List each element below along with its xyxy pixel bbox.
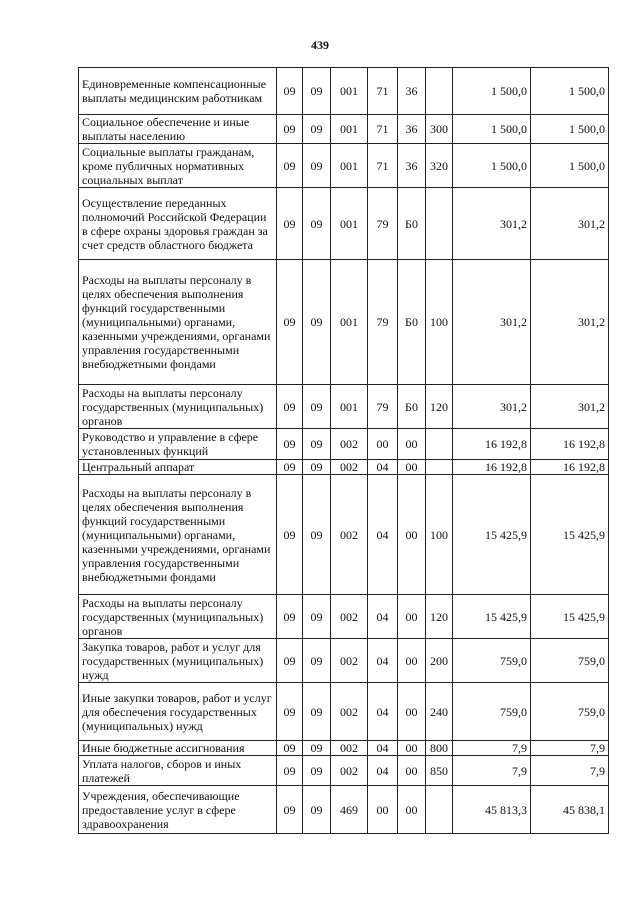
row-name: Расходы на выплаты персоналу государственных (муниципальных) органов [79, 595, 277, 639]
program-code: 001 [331, 115, 368, 144]
table-row [79, 188, 609, 260]
amount-year-2: 16 192,8 [531, 429, 609, 460]
expense-type-code: 320 [426, 144, 453, 188]
row-name: Социальные выплаты гражданам, кроме публичных нормативных социальных выплат [79, 144, 277, 188]
amount-year-1: 1 500,0 [453, 144, 531, 188]
target-code: 36 [398, 144, 426, 188]
row-name: Осуществление переданных полномочий Российской Федерации в сфере охраны здоровья граждан за счет средств областного бюджета [79, 188, 277, 260]
expense-type-code [426, 68, 453, 115]
expense-type-code: 120 [426, 385, 453, 429]
table-row [79, 260, 609, 385]
amount-year-1: 301,2 [453, 385, 531, 429]
program-code: 002 [331, 460, 368, 475]
expense-type-code: 800 [426, 741, 453, 756]
expense-type-code: 200 [426, 639, 453, 683]
amount-year-1: 1 500,0 [453, 68, 531, 115]
expense-type-code: 100 [426, 260, 453, 385]
program-code: 001 [331, 188, 368, 260]
amount-year-2: 15 425,9 [531, 475, 609, 595]
subprogram-code: 04 [368, 595, 398, 639]
amount-year-1: 15 425,9 [453, 475, 531, 595]
amount-year-2: 759,0 [531, 683, 609, 741]
target-code: 00 [398, 786, 426, 834]
target-code: 36 [398, 68, 426, 115]
subsection-code: 09 [303, 188, 331, 260]
section-code: 09 [277, 460, 303, 475]
target-code: 36 [398, 115, 426, 144]
amount-year-1: 301,2 [453, 188, 531, 260]
amount-year-2: 16 192,8 [531, 460, 609, 475]
target-code: Б0 [398, 385, 426, 429]
target-code: Б0 [398, 188, 426, 260]
amount-year-2: 301,2 [531, 188, 609, 260]
amount-year-1: 1 500,0 [453, 115, 531, 144]
subprogram-code: 04 [368, 460, 398, 475]
section-code: 09 [277, 115, 303, 144]
amount-year-2: 1 500,0 [531, 144, 609, 188]
section-code: 09 [277, 385, 303, 429]
amount-year-2: 759,0 [531, 639, 609, 683]
subsection-code: 09 [303, 639, 331, 683]
amount-year-2: 7,9 [531, 756, 609, 786]
row-name: Расходы на выплаты персоналу государственных (муниципальных) органов [79, 385, 277, 429]
expense-type-code: 240 [426, 683, 453, 741]
subsection-code: 09 [303, 260, 331, 385]
row-name: Расходы на выплаты персоналу в целях обеспечения выполнения функций государственными (муниципальными) органами, казенными учреждениями, органами управления государственными внебюджетными фондами [79, 260, 277, 385]
row-name: Закупка товаров, работ и услуг для государственных (муниципальных) нужд [79, 639, 277, 683]
row-name: Учреждения, обеспечивающие предоставление услуг в сфере здравоохранения [79, 786, 277, 834]
subprogram-code: 71 [368, 115, 398, 144]
table-row [79, 475, 609, 595]
program-code: 002 [331, 595, 368, 639]
subprogram-code: 00 [368, 786, 398, 834]
target-code: Б0 [398, 260, 426, 385]
expense-type-code [426, 786, 453, 834]
table-row [79, 115, 609, 144]
table-row [79, 639, 609, 683]
expense-type-code: 300 [426, 115, 453, 144]
subsection-code: 09 [303, 595, 331, 639]
amount-year-2: 1 500,0 [531, 68, 609, 115]
target-code: 00 [398, 639, 426, 683]
subprogram-code: 04 [368, 475, 398, 595]
expense-type-code: 120 [426, 595, 453, 639]
amount-year-2: 301,2 [531, 385, 609, 429]
target-code: 00 [398, 756, 426, 786]
table-row [79, 741, 609, 756]
section-code: 09 [277, 683, 303, 741]
amount-year-1: 759,0 [453, 683, 531, 741]
table-row [79, 68, 609, 115]
target-code: 00 [398, 429, 426, 460]
subprogram-code: 04 [368, 639, 398, 683]
table-row [79, 429, 609, 460]
amount-year-2: 45 838,1 [531, 786, 609, 834]
subsection-code: 09 [303, 786, 331, 834]
amount-year-1: 759,0 [453, 639, 531, 683]
program-code: 002 [331, 756, 368, 786]
amount-year-2: 7,9 [531, 741, 609, 756]
subprogram-code: 04 [368, 756, 398, 786]
expense-type-code: 850 [426, 756, 453, 786]
program-code: 001 [331, 68, 368, 115]
row-name: Руководство и управление в сфере установленных функций [79, 429, 277, 460]
subprogram-code: 71 [368, 68, 398, 115]
section-code: 09 [277, 429, 303, 460]
amount-year-2: 1 500,0 [531, 115, 609, 144]
program-code: 002 [331, 475, 368, 595]
amount-year-1: 15 425,9 [453, 595, 531, 639]
subprogram-code: 79 [368, 385, 398, 429]
section-code: 09 [277, 68, 303, 115]
expense-type-code [426, 429, 453, 460]
subprogram-code: 71 [368, 144, 398, 188]
target-code: 00 [398, 683, 426, 741]
target-code: 00 [398, 595, 426, 639]
subsection-code: 09 [303, 115, 331, 144]
program-code: 002 [331, 683, 368, 741]
row-name: Единовременные компенсационные выплаты медицинским работникам [79, 68, 277, 115]
program-code: 001 [331, 144, 368, 188]
section-code: 09 [277, 188, 303, 260]
expense-type-code [426, 460, 453, 475]
section-code: 09 [277, 475, 303, 595]
table-row [79, 595, 609, 639]
table-row [79, 756, 609, 786]
amount-year-1: 16 192,8 [453, 429, 531, 460]
section-code: 09 [277, 741, 303, 756]
table-row [79, 683, 609, 741]
target-code: 00 [398, 741, 426, 756]
subprogram-code: 04 [368, 741, 398, 756]
amount-year-1: 301,2 [453, 260, 531, 385]
amount-year-1: 16 192,8 [453, 460, 531, 475]
program-code: 001 [331, 385, 368, 429]
section-code: 09 [277, 639, 303, 683]
section-code: 09 [277, 260, 303, 385]
target-code: 00 [398, 460, 426, 475]
subprogram-code: 04 [368, 683, 398, 741]
subsection-code: 09 [303, 144, 331, 188]
program-code: 002 [331, 741, 368, 756]
row-name: Уплата налогов, сборов и иных платежей [79, 756, 277, 786]
page-number: 439 [311, 38, 329, 52]
program-code: 002 [331, 639, 368, 683]
amount-year-1: 7,9 [453, 741, 531, 756]
expense-type-code: 100 [426, 475, 453, 595]
subsection-code: 09 [303, 385, 331, 429]
subsection-code: 09 [303, 429, 331, 460]
amount-year-2: 15 425,9 [531, 595, 609, 639]
subsection-code: 09 [303, 741, 331, 756]
section-code: 09 [277, 595, 303, 639]
subprogram-code: 00 [368, 429, 398, 460]
row-name: Иные закупки товаров, работ и услуг для обеспечения государственных (муниципальных) нужд [79, 683, 277, 741]
subsection-code: 09 [303, 68, 331, 115]
subsection-code: 09 [303, 475, 331, 595]
subprogram-code: 79 [368, 188, 398, 260]
row-name: Социальное обеспечение и иные выплаты населению [79, 115, 277, 144]
program-code: 001 [331, 260, 368, 385]
table-row [79, 385, 609, 429]
budget-table-body [79, 68, 609, 834]
table-row [79, 460, 609, 475]
table-row [79, 144, 609, 188]
section-code: 09 [277, 756, 303, 786]
program-code: 469 [331, 786, 368, 834]
subsection-code: 09 [303, 683, 331, 741]
amount-year-2: 301,2 [531, 260, 609, 385]
subsection-code: 09 [303, 756, 331, 786]
subsection-code: 09 [303, 460, 331, 475]
row-name: Центральный аппарат [79, 460, 277, 475]
subprogram-code: 79 [368, 260, 398, 385]
section-code: 09 [277, 786, 303, 834]
amount-year-1: 7,9 [453, 756, 531, 786]
expense-type-code [426, 188, 453, 260]
program-code: 002 [331, 429, 368, 460]
table-row [79, 786, 609, 834]
section-code: 09 [277, 144, 303, 188]
row-name: Иные бюджетные ассигнования [79, 741, 277, 756]
target-code: 00 [398, 475, 426, 595]
row-name: Расходы на выплаты персоналу в целях обеспечения выполнения функций государственными (муниципальными) органами, казенными учреждениями, органами управления государственными внебюджетными фондами [79, 475, 277, 595]
amount-year-1: 45 813,3 [453, 786, 531, 834]
budget-table [78, 67, 609, 834]
